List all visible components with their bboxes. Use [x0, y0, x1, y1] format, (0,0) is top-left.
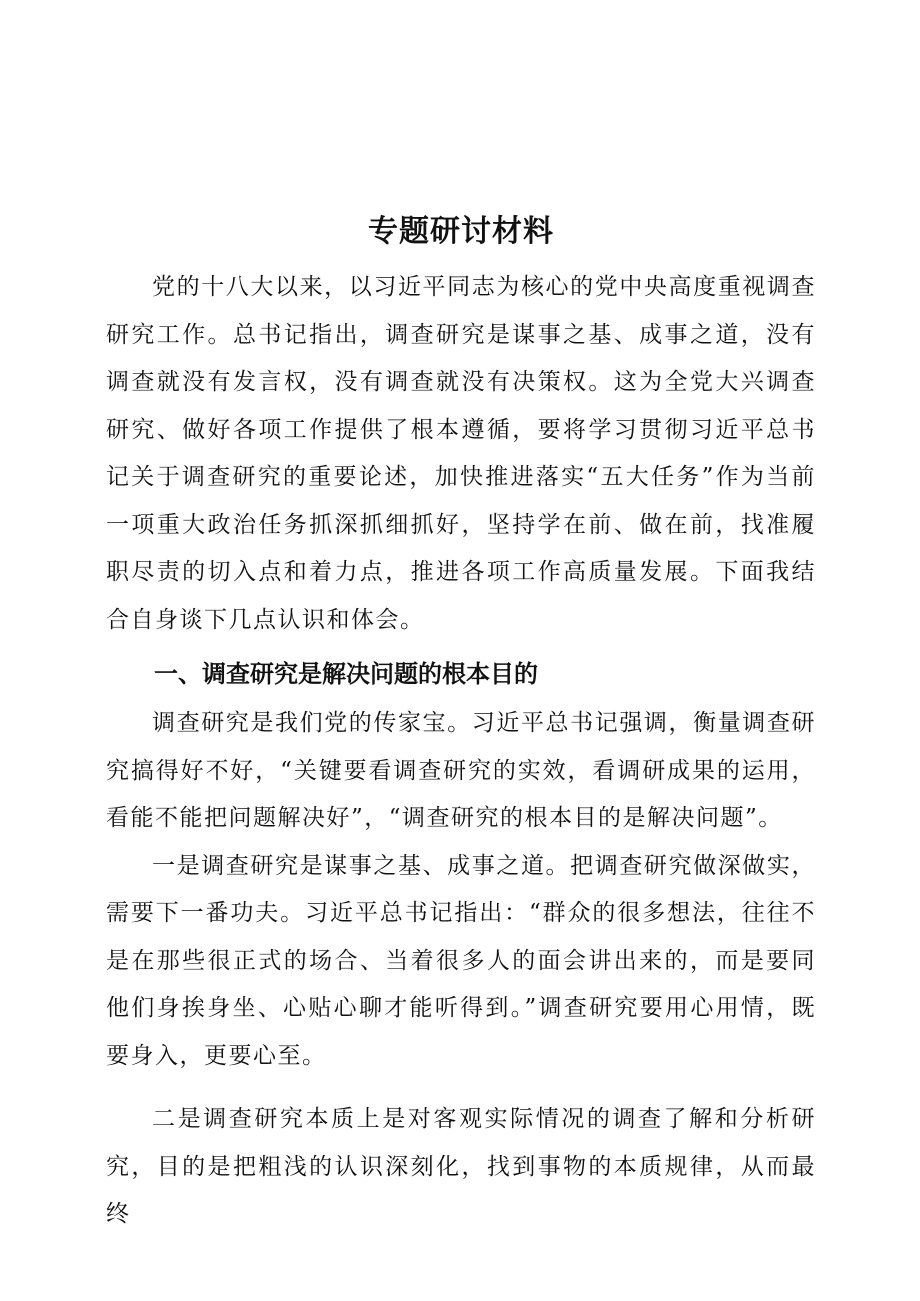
section-1-heading: 一、调查研究是解决问题的根本目的 — [154, 660, 538, 688]
section-1-paragraph-1: 调查研究是我们党的传家宝。习近平总书记强调，衡量调查研究搞得好不好，“关键要看调查研究的实效，看调研成果的运用，看能不能把问题解决好”，“调查研究的根本目的是解决问题”。 — [106, 710, 816, 831]
document-title: 专题研讨材料 — [368, 214, 554, 249]
section-1-paragraph-2: 一是调查研究是谋事之基、成事之道。把调查研究做深做实，需要下一番功夫。习近平总书记指出：“群众的很多想法，往往不是在那些很正式的场合、当着很多人的面会讲出来的，而是要同他们身挨身坐、心贴心聊才能听得到。”调查研究要用心用情，既要身入，更要心至。 — [106, 852, 816, 1069]
document-body — [106, 208, 816, 1239]
section-1-paragraph-3: 二是调查研究本质上是对客观实际情况的调查了解和分析研究，目的是把粗浅的认识深刻化，找到事物的本质规律，从而最终 — [106, 1106, 816, 1227]
intro-paragraph: 党的十八大以来，以习近平同志为核心的党中央高度重视调查研究工作。总书记指出，调查研究是谋事之基、成事之道，没有调查就没有发言权，没有调查就没有决策权。这为全党大兴调查研究、做好各项工作提供了根本遵循，要将学习贯彻习近平总书记关于调查研究的重要论述，加快推进落实“五大任务”作为当前一项重大政治任务抓深抓细抓好，坚持学在前、做在前，找准履职尽责的切入点和着力点，推进各项工作高质量发展。下面我结合自身谈下几点认识和体会。 — [106, 274, 816, 633]
